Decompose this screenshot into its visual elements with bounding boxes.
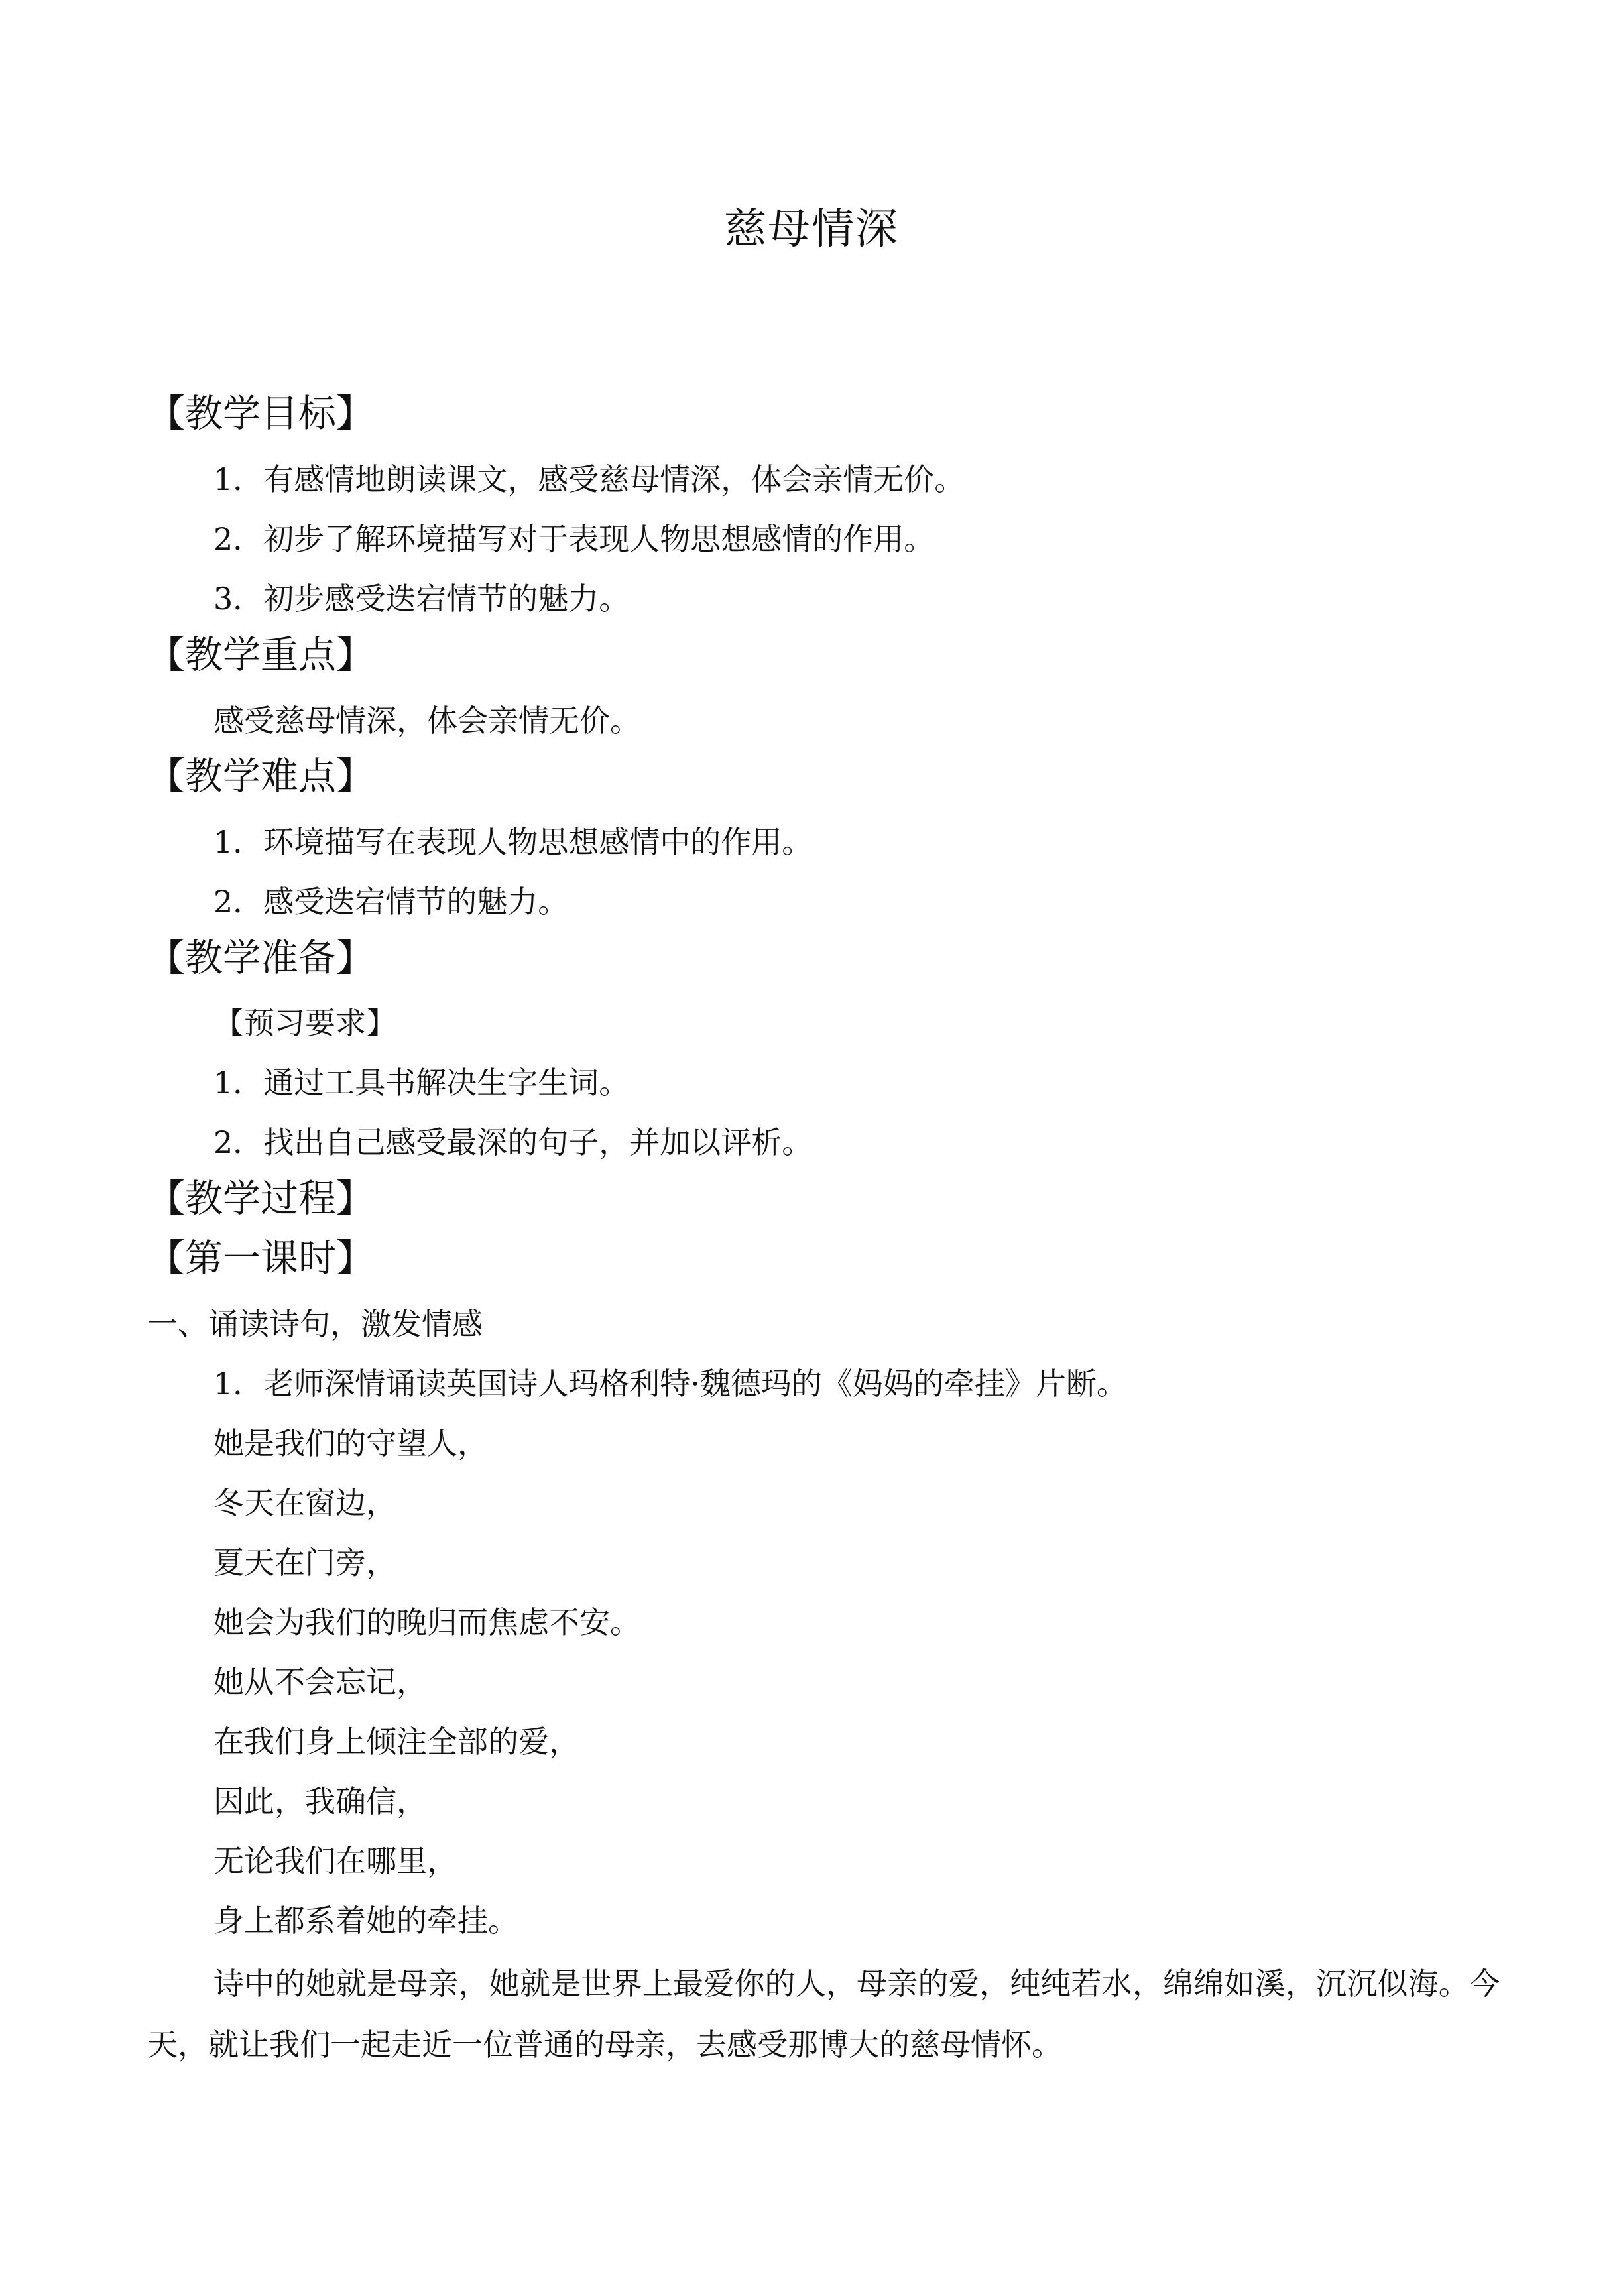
preparation-heading: 【教学准备】 xyxy=(147,936,374,980)
poem-line-4: 她会为我们的晚归而焦虑不安。 xyxy=(213,1604,640,1640)
objectives-heading: 【教学目标】 xyxy=(147,392,374,436)
closing-paragraph: 诗中的她就是母亲，她就是世界上最爱你的人，母亲的爱，纯纯若水，绵绵如溪，沉沉似海。今天，就让我们一起走近一位普通的母亲，去感受那博大的慈母情怀。 xyxy=(147,1966,1500,2063)
preparation-item-1: 1．通过工具书解决生字生词。 xyxy=(213,1065,630,1101)
poem-line-2: 冬天在窗边， xyxy=(213,1485,396,1521)
poem-line-3: 夏天在门旁， xyxy=(213,1545,396,1581)
step1-text: 1．老师深情诵读英国诗人玛格利特·魏德玛的《妈妈的牵挂》片断。 xyxy=(213,1366,1127,1402)
poem-line-8: 无论我们在哪里， xyxy=(213,1843,457,1879)
document-title: 慈母情深 xyxy=(724,205,899,254)
poem-line-7: 因此，我确信， xyxy=(213,1783,427,1819)
poem-line-1: 她是我们的守望人， xyxy=(213,1425,488,1461)
process-heading: 【教学过程】 xyxy=(147,1177,374,1221)
preparation-item-2: 2．找出自己感受最深的句子，并加以评析。 xyxy=(213,1124,813,1160)
difficulties-heading: 【教学难点】 xyxy=(147,755,374,798)
objective-item-3: 3．初步感受迭宕情节的魅力。 xyxy=(213,581,630,617)
objective-item-2: 2．初步了解环境描写对于表现人物思想感情的作用。 xyxy=(213,521,935,557)
lesson1-heading: 【第一课时】 xyxy=(147,1237,374,1280)
poem-line-5: 她从不会忘记， xyxy=(213,1664,427,1700)
objective-item-1: 1．有感情地朗读课文，感受慈母情深，体会亲情无价。 xyxy=(213,461,965,497)
key-points-heading: 【教学重点】 xyxy=(147,633,374,677)
difficulty-item-2: 2．感受迭宕情节的魅力。 xyxy=(213,884,569,920)
preview-requirements-subheading: 【预习要求】 xyxy=(213,1005,396,1041)
part1-title: 一、诵读诗句，激发情感 xyxy=(147,1306,483,1342)
difficulty-item-1: 1．环境描写在表现人物思想感情中的作用。 xyxy=(213,824,813,860)
poem-line-6: 在我们身上倾注全部的爱， xyxy=(213,1724,579,1760)
poem-line-9: 身上都系着她的牵挂。 xyxy=(213,1903,518,1939)
key-points-text: 感受慈母情深，体会亲情无价。 xyxy=(213,703,640,739)
